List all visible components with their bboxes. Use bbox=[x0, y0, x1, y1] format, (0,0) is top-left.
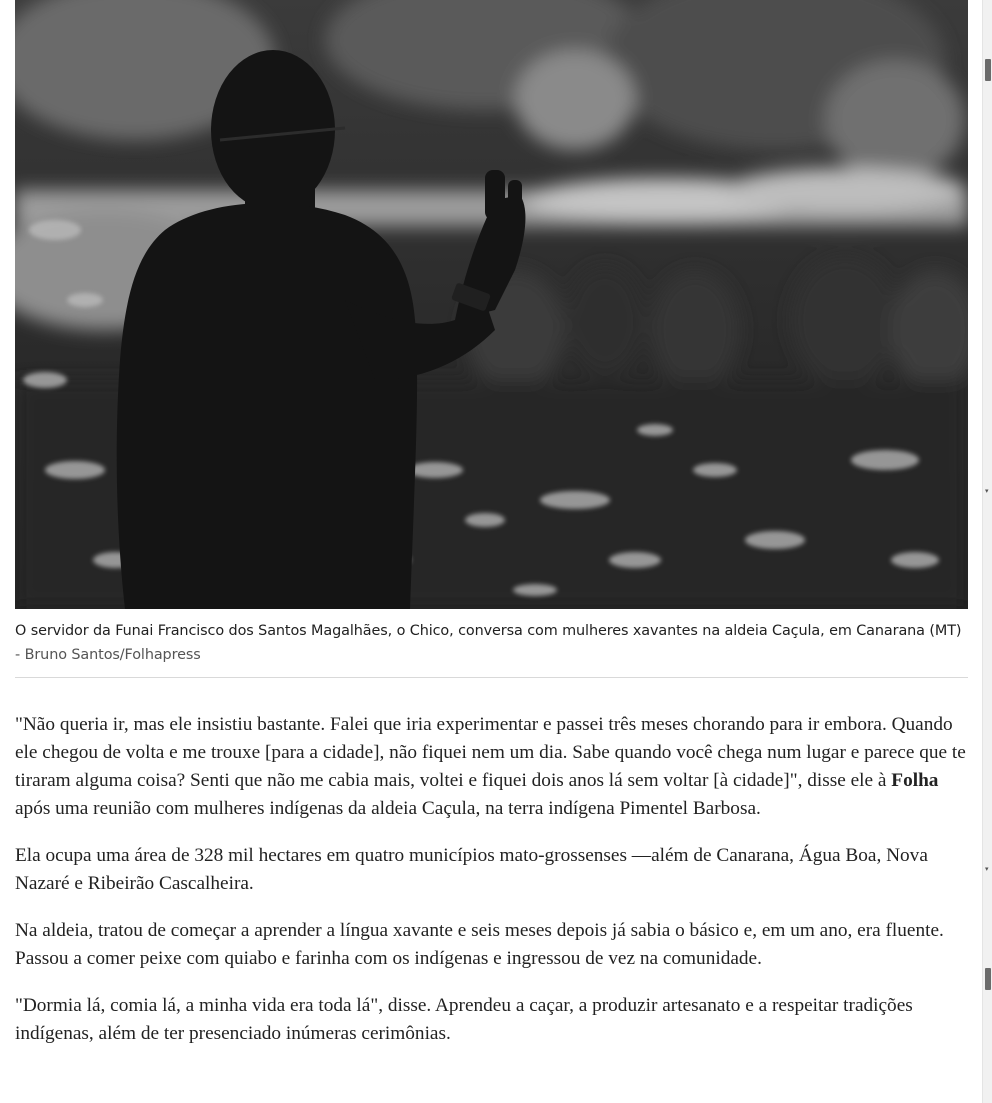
photo-credit: Bruno Santos/Folhapress bbox=[24, 647, 201, 663]
scrollbar-thumb-top[interactable] bbox=[985, 59, 991, 81]
newspaper-name: Folha bbox=[891, 770, 939, 791]
photo-caption bbox=[15, 609, 968, 678]
scrollbar-thumb-bottom[interactable] bbox=[985, 968, 991, 990]
article bbox=[15, 0, 968, 1067]
scroll-down-arrow-icon[interactable]: ▾ bbox=[985, 487, 989, 495]
article-figure bbox=[15, 0, 968, 678]
paragraph-2: Ela ocupa uma área de 328 mil hectares em quatro municípios mato-grossenses —além de Canarana, Água Boa, Nova Nazaré e Ribeirão Cascalheira. bbox=[15, 845, 928, 894]
article-body bbox=[15, 678, 968, 1048]
page-scrollbar[interactable] bbox=[982, 0, 992, 1103]
caption-credit-separator: - bbox=[15, 647, 25, 663]
paragraph-4: "Dormia lá, comia lá, a minha vida era toda lá", disse. Aprendeu a caçar, a produzir artesanato e a respeitar tradições indígenas, além de ter presenciado inúmeras cerimônias. bbox=[15, 995, 913, 1044]
caption-text: O servidor da Funai Francisco dos Santos Magalhães, o Chico, conversa com mulheres xavantes na aldeia Caçula, em Canarana (MT) bbox=[15, 623, 962, 639]
article-photo[interactable] bbox=[15, 0, 968, 609]
photo-illustration bbox=[15, 0, 968, 609]
paragraph-1 bbox=[15, 711, 968, 823]
paragraph-1-text-b: após uma reunião com mulheres indígenas da aldeia Caçula, na terra indígena Pimentel Barbosa. bbox=[15, 798, 761, 819]
paragraph-3: Na aldeia, tratou de começar a aprender a língua xavante e seis meses depois já sabia o básico e, em um ano, era fluente. Passou a comer peixe com quiabo e farinha com os indígenas e ingressou de vez na comunidade. bbox=[15, 920, 944, 969]
paragraph-1-text-a: "Não queria ir, mas ele insistiu bastante. Falei que iria experimentar e passei três meses chorando para ir embora. Quando ele chegou de volta e me trouxe [para a cidade], não fiquei nem um dia. Sabe quando você chega num lugar e parece que te tiraram alguma coisa? Senti que não me cabia mais, voltei e fiquei dois anos lá sem voltar [à cidade]", disse ele à bbox=[15, 714, 966, 791]
scroll-down-arrow-icon-2[interactable]: ▾ bbox=[985, 865, 989, 873]
